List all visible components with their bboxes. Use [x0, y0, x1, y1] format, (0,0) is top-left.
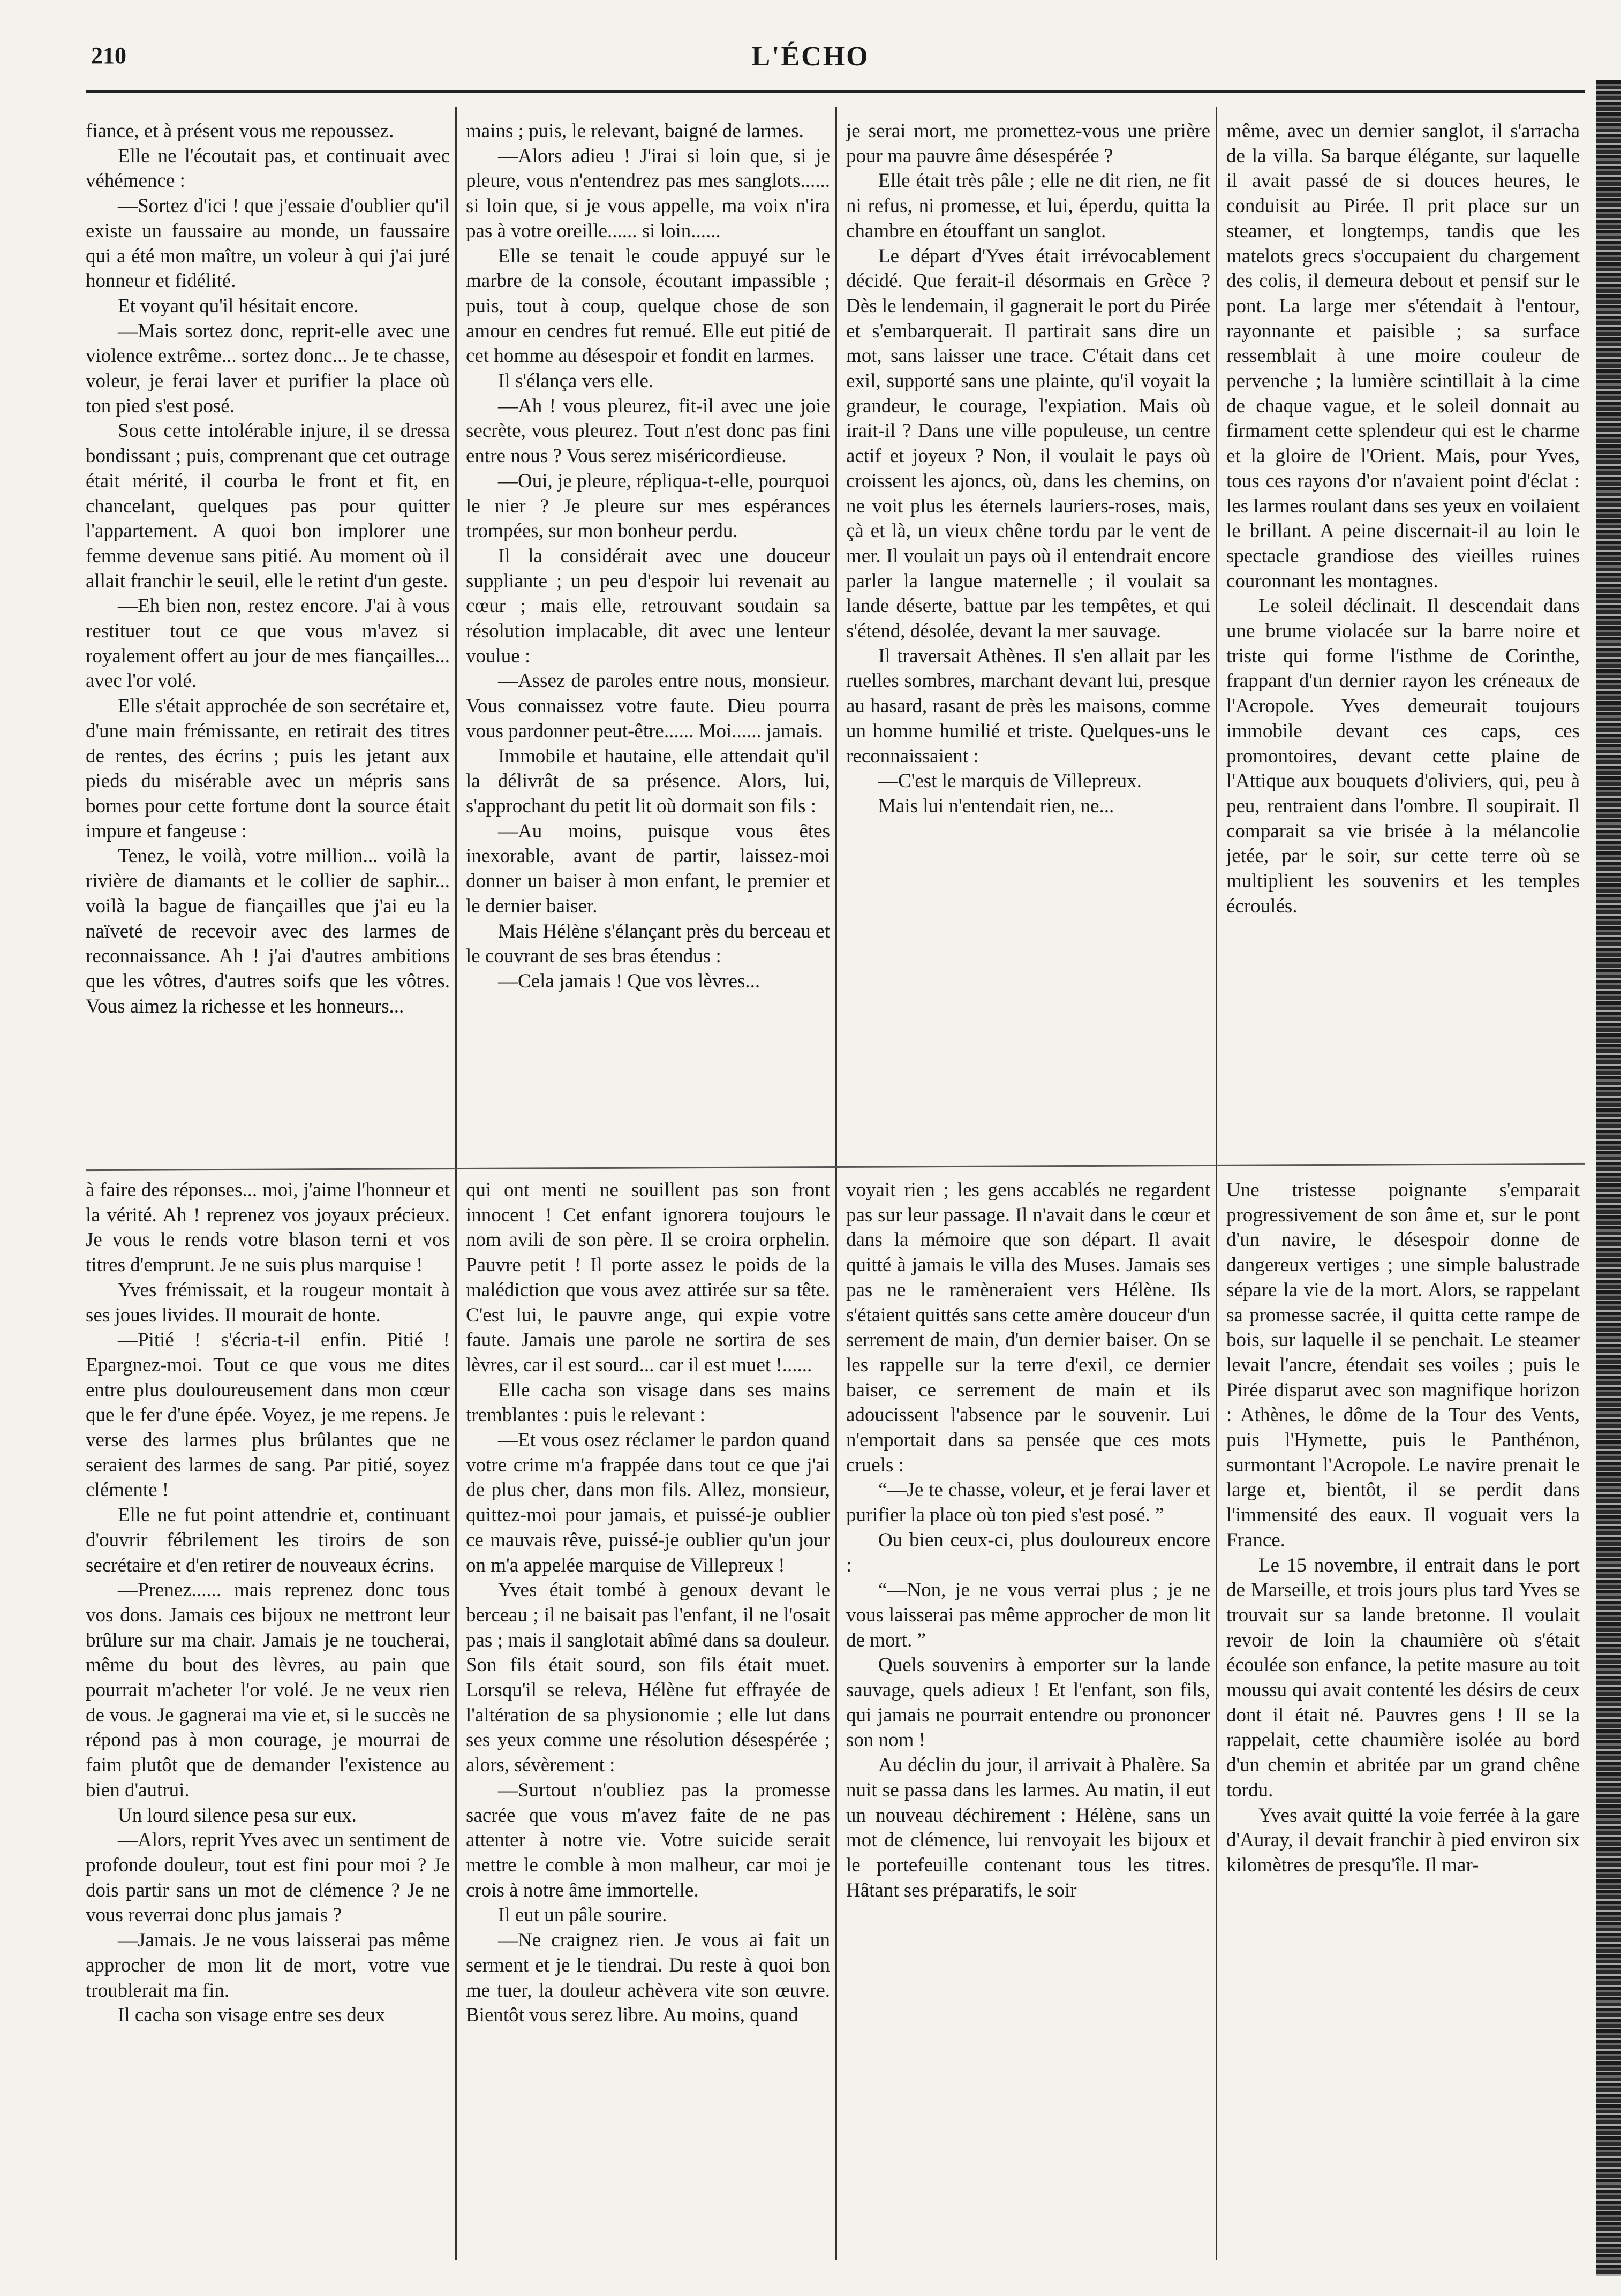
- paragraph: qui ont menti ne souillent pas son front innocent ! Cet enfant ignorera toujours le nom avili de son père. Il se croira orphelin. Pauvre petit ! Il porte assez le poids de la malédiction que vous avez attirée sur sa tête. C'est lui, le pauvre ange, qui expie votre faute. Jamais une parole ne sortira de ses lèvres, car il est sourd... car il est muet !......: [466, 1179, 830, 1376]
- paragraph: fiance, et à présent vous me repoussez.: [86, 120, 394, 142]
- paragraph: —Surtout n'oubliez pas la promesse sacrée que vous m'avez faite de ne pas attenter à notre vie. Votre suicide serait mettre le comble à mon malheur, car moi je crois à notre âme immortelle.: [466, 1779, 830, 1901]
- column-4-upper: [1226, 119, 1580, 1158]
- paragraph: Il la considérait avec une douceur suppliante ; un peu d'espoir lui revenait au cœur ; mais elle, retrouvant soudain sa résolution implacable, dit avec une lenteur voulue :: [466, 545, 830, 667]
- paragraph: Elle ne fut point attendrie et, continuant d'ouvrir fébrilement les tiroirs de son secrétaire et d'en retirer de nouveaux écrins.: [86, 1504, 450, 1576]
- running-head-title: L'ÉCHO: [751, 41, 870, 72]
- paragraph: Le 15 novembre, il entrait dans le port de Marseille, et trois jours plus tard Yves se trouvait sur sa lande bretonne. Il voulait revoir de loin la chaumière où s'était écoulée son enfance, la petite masure au toit moussu qui avait contenté les désirs de ceux dont il était né. Pauvres gens ! Il se la rappelait, cette chaumière isolée au bord d'un chemin et abritée par un grand chêne tordu.: [1226, 1554, 1580, 1801]
- page-number: 210: [91, 42, 126, 69]
- paragraph: Yves avait quitté la voie ferrée à la gare d'Auray, il devait franchir à pied environ six kilomètres de presqu'île. Il mar-: [1226, 1804, 1580, 1876]
- paragraph: Il cacha son visage entre ses deux: [118, 2004, 386, 2027]
- paragraph: Elle ne l'écoutait pas, et continuait avec véhémence :: [86, 145, 450, 192]
- paragraph: “—Non, je ne vous verrai plus ; je ne vous laisserai pas même approcher de mon lit de mort. ”: [846, 1579, 1210, 1651]
- paragraph: Tenez, le voilà, votre million... voilà la rivière de diamants et le collier de saphir... voilà la bague de fiançailles que j'ai eu la naïveté de recevoir avec des larmes de reconnaissance. Ah ! j'ai d'autres ambitions que les vôtres, d'autres soifs que les vôtres. Vous aimez la richesse et les honneurs...: [86, 845, 450, 1017]
- paragraph: Sous cette intolérable injure, il se dressa bondissant ; puis, comprenant que cet outrage était mérité, il courba le front et fit, en chancelant, quelques pas pour quitter l'appartement. A quoi bon implorer une femme devenue sans pitié. Au moment où il allait franchir le seuil, elle le retint d'un geste.: [86, 420, 450, 592]
- paragraph: Et voyant qu'il hésitait encore.: [118, 294, 359, 317]
- paragraph: même, avec un dernier sanglot, il s'arracha de la villa. Sa barque élégante, sur laquelle il avait passé de si douces heures, le conduisit au Pirée. Il prit place sur un steamer, et longtemps, tandis que les matelots grecs s'occupaient du chargement des colis, il demeura debout et pensif sur le pont. La large mer s'étendait à l'entour, rayonnante et paisible ; sa surface ressemblait à une moire couleur de pervenche ; la lumière scintillait à la cime de chaque vague, et le soleil donnait au firmament cette splendeur qui est le charme et la gloire de l'Orient. Mais, pour Yves, tous ces rayons d'or n'avaient point d'éclat : les larmes roulant dans ses yeux en voilaient le brillant. A peine discernait-il au loin le spectacle grandiose des vieilles ruines couronnant les montagnes.: [1226, 120, 1580, 592]
- paragraph: Elle se tenait le coude appuyé sur le marbre de la console, écoutant impassible ; puis, tout à coup, quelque chose de son amour en cendres fut remué. Elle eut pitié de cet homme au désespoir et fondit en larmes.: [466, 245, 830, 367]
- paragraph: mains ; puis, le relevant, baigné de larmes.: [466, 120, 804, 142]
- paragraph: Yves frémissait, et la rougeur montait à ses joues livides. Il mourait de honte.: [86, 1279, 450, 1326]
- paragraph: —Sortez d'ici ! que j'essaie d'oublier qu'il existe un faussaire au monde, un faussaire qui a été mon maître, un voleur à qui j'ai juré honneur et fidélité.: [86, 195, 450, 292]
- paragraph: Quels souvenirs à emporter sur la lande sauvage, quels adieux ! Et l'enfant, son fils, qui jamais ne pourrait entendre ou prononcer son nom !: [846, 1654, 1210, 1751]
- paragraph: —Cela jamais ! Que vos lèvres...: [498, 970, 760, 992]
- paragraph: Immobile et hautaine, elle attendait qu'il la délivrât de sa présence. Alors, lui, s'approchant du petit lit où dormait son fils :: [466, 745, 830, 817]
- paragraph: Mais lui n'entendait rien, ne...: [878, 795, 1114, 817]
- paragraph: Il s'élança vers elle.: [498, 370, 654, 392]
- column-rule: [455, 107, 457, 2260]
- paragraph: —Pitié ! s'écria-t-il enfin. Pitié ! Epargnez-moi. Tout ce que vous me dites entre plus douloureusement dans mon cœur que le fer d'une épée. Voyez, je me repens. Je verse des larmes plus brûlantes que ne seraient des larmes de sang. Par pitié, soyez clémente !: [86, 1329, 450, 1501]
- header-rule: [86, 90, 1585, 93]
- paragraph: “—Je te chasse, voleur, et je ferai laver et purifier la place où ton pied s'est posé. ”: [846, 1479, 1210, 1527]
- paragraph: —Prenez...... mais reprenez donc tous vos dons. Jamais ces bijoux ne mettront leur brûlure sur ma chair. Jamais je ne toucherai, même du bout des lèvres, au pain que pourrait m'acheter l'or volé. Je ne veux rien de vous. Je gagnerai ma vie et, si le succès ne répond pas à mon courage, je mourrai de faim plutôt que de demander l'existence au bien d'autrui.: [86, 1579, 450, 1801]
- column-3-upper: [846, 119, 1210, 1158]
- paragraph: Ou bien ceux-ci, plus douloureux encore :: [846, 1529, 1210, 1576]
- column-rule: [835, 107, 837, 2260]
- paragraph: Il eut un pâle sourire.: [498, 1904, 667, 1927]
- paragraph: —Eh bien non, restez encore. J'ai à vous restituer tout ce que vous m'avez si royalement offert au jour de mes fiançailles... avec l'or volé.: [86, 595, 450, 692]
- column-1-lower: [86, 1178, 450, 2195]
- column-rule: [1216, 107, 1217, 2260]
- paragraph: Un lourd silence pesa sur eux.: [118, 1804, 357, 1826]
- paragraph: Elle cacha son visage dans ses mains tremblantes : puis le relevant :: [466, 1379, 830, 1426]
- paragraph: Mais Hélène s'élançant près du berceau et le couvrant de ses bras étendus :: [466, 920, 830, 968]
- paragraph: —Alors, reprit Yves avec un sentiment de profonde douleur, tout est fini pour moi ? Je dois partir sans un mot de clémence ? Je ne vous reverrai donc plus jamais ?: [86, 1829, 450, 1927]
- column-2-upper: [466, 119, 830, 1158]
- paragraph: voyait rien ; les gens accablés ne regardent pas sur leur passage. Il n'avait dans le cœur et dans la mémoire que son départ. Il avait quitté à jamais le villa des Muses. Jamais ses pas ne le ramèneraient vers Hélène. Ils s'étaient quittés sans cette amère douceur d'un serrement de main, d'un dernier baiser. On se les rappelle sur la terre d'exil, ce dernier baiser, ce serrement de main et ils adoucissent l'absence par le souvenir. Lui n'emportait dans sa pensée que ces mots cruels :: [846, 1179, 1210, 1476]
- column-4-lower: [1226, 1178, 1580, 2195]
- paragraph: —Oui, je pleure, répliqua-t-elle, pourquoi le nier ? Je pleure sur mes espérances trompées, sur mon bonheur perdu.: [466, 470, 830, 542]
- paragraph: —Alors adieu ! J'irai si loin que, si je pleure, vous n'entendrez pas mes sanglots...... si loin que, si je vous appelle, ma voix n'ira pas à votre oreille...... si loin......: [466, 145, 830, 242]
- paragraph: Il traversait Athènes. Il s'en allait par les ruelles sombres, marchant devant lui, presque au hasard, rasant de près les maisons, comme un homme humilié et triste. Quelques-uns le reconnaissaient :: [846, 645, 1210, 767]
- paragraph: —Au moins, puisque vous êtes inexorable, avant de partir, laissez-moi donner un baiser à mon enfant, le premier et le dernier baiser.: [466, 820, 830, 917]
- paragraph: Au déclin du jour, il arrivait à Phalère. Sa nuit se passa dans les larmes. Au matin, il eut un nouveau déchirement : Hélène, sans un mot de clémence, lui renvoyait les bijoux et le portefeuille contenant tous les titres. Hâtant ses préparatifs, le soir: [846, 1754, 1210, 1901]
- paragraph: Le soleil déclinait. Il descendait dans une brume violacée sur la barre noire et triste qui forme l'isthme de Corinthe, frappant d'un dernier rayon les créneaux de l'Acropole. Yves demeurait toujours immobile devant ces caps, ces promontoires, devant cette plaine de l'Attique aux bouquets d'oliviers, qui, peu à peu, rentraient dans l'ombre. Il soupirait. Il comparait sa vie brisée à la mélancolie jetée, par le soir, sur cette terre où se multiplient les souvenirs et les temples écroulés.: [1226, 595, 1580, 917]
- paragraph: —Jamais. Je ne vous laisserai pas même approcher de mon lit de mort, votre vue troublerait ma fin.: [86, 1929, 450, 2002]
- column-2-lower: [466, 1178, 830, 2195]
- paragraph: à faire des réponses... moi, j'aime l'honneur et la vérité. Ah ! reprenez vos joyaux précieux. Je vous le rends votre blason terni et vos titres d'emprunt. Je ne suis plus marquise !: [86, 1179, 450, 1277]
- paragraph: Une tristesse poignante s'emparait progressivement de son âme et, sur le pont d'un navire, le désespoir donne de dangereux vertiges ; une simple balustrade sépare la vie de la mort. Alors, se rappelant sa promesse sacrée, il quitta cette rampe de bois, sur laquelle il se penchait. Le steamer levait l'ancre, étendait ses voiles ; puis le Pirée disparut avec son magnifique horizon : Athènes, le dôme de la Tour des Vents, puis l'Hymette, puis le Panthénon, surmontant l'Acropole. Le navire prenait le large et, bientôt, il se perdit dans l'immensité des eaux. Il voguait vers la France.: [1226, 1179, 1580, 1551]
- paragraph: —C'est le marquis de Villepreux.: [878, 770, 1142, 792]
- paragraph: —Mais sortez donc, reprit-elle avec une violence extrême... sortez donc... Je te chasse, voleur, je ferai laver et purifier la place où ton pied s'est posé.: [86, 320, 450, 417]
- paragraph: —Assez de paroles entre nous, monsieur. Vous connaissez votre faute. Dieu pourra vous pardonner peut-être...... Moi...... jamais.: [466, 670, 830, 742]
- scan-edge: [1596, 80, 1621, 2276]
- paragraph: Elle était très pâle ; elle ne dit rien, ne fit ni refus, ni promesse, et lui, éperdu, quitta la chambre en étouffant un sanglot.: [846, 170, 1210, 242]
- paragraph: Elle s'était approchée de son secrétaire et, d'une main frémissante, en retirait des titres de rentes, des écrins ; puis les jetant aux pieds du misérable avec un mépris sans bornes pour cette fortune dont la source était impure et fangeuse :: [86, 695, 450, 842]
- paragraph: —Ne craignez rien. Je vous ai fait un serment et je le tiendrai. Du reste à quoi bon me tuer, la douleur achèvera vite son œuvre. Bientôt vous serez libre. Au moins, quand: [466, 1929, 830, 2027]
- column-3-lower: [846, 1178, 1210, 2195]
- paragraph: Yves était tombé à genoux devant le berceau ; il ne baisait pas l'enfant, il ne l'osait pas ; mais il sanglotait abîmé dans sa douleur. Son fils était sourd, son fils était muet. Lorsqu'il se releva, Hélène fut effrayée de l'altération de sa physionomie ; elle lut dans ses yeux comme une résolution désespérée ; alors, sévèrement :: [466, 1579, 830, 1777]
- column-1-upper: [86, 119, 450, 1158]
- paragraph: —Et vous osez réclamer le pardon quand votre crime m'a frappée dans tout ce que j'ai de plus cher, dans mon fils. Allez, monsieur, quittez-moi pour jamais, et puissé-je oublier ce mauvais rêve, puissé-je oublier qu'un jour on m'a appelée marquise de Villepreux !: [466, 1429, 830, 1576]
- paragraph: je serai mort, me promettez-vous une prière pour ma pauvre âme désespérée ?: [846, 120, 1210, 167]
- paragraph: —Ah ! vous pleurez, fit-il avec une joie secrète, vous pleurez. Tout n'est donc pas fini entre nous ? Vous serez miséricordieuse.: [466, 395, 830, 467]
- paragraph: Le départ d'Yves était irrévocablement décidé. Que ferait-il désormais en Grèce ? Dès le lendemain, il gagnerait le port du Pirée et s'embarquerait. Il partirait sans dire un mot, sans laisser une trace. C'était dans cet exil, supporté sans une plainte, qu'il voyait la grandeur, le courage, l'expiation. Mais où irait-il ? Dans une ville populeuse, un centre actif et joyeux ? Non, il voulait le pays où croissent les ajoncs, où, dans les chemins, on ne voit plus les éternels lauriers-roses, mais, çà et là, un vieux chêne tordu par le vent de mer. Il voulait un pays où il entendrait encore parler la langue maternelle ; il voulait sa lande déserte, battue par les tempêtes, et qui s'étend, désolée, devant la mer sauvage.: [846, 245, 1210, 643]
